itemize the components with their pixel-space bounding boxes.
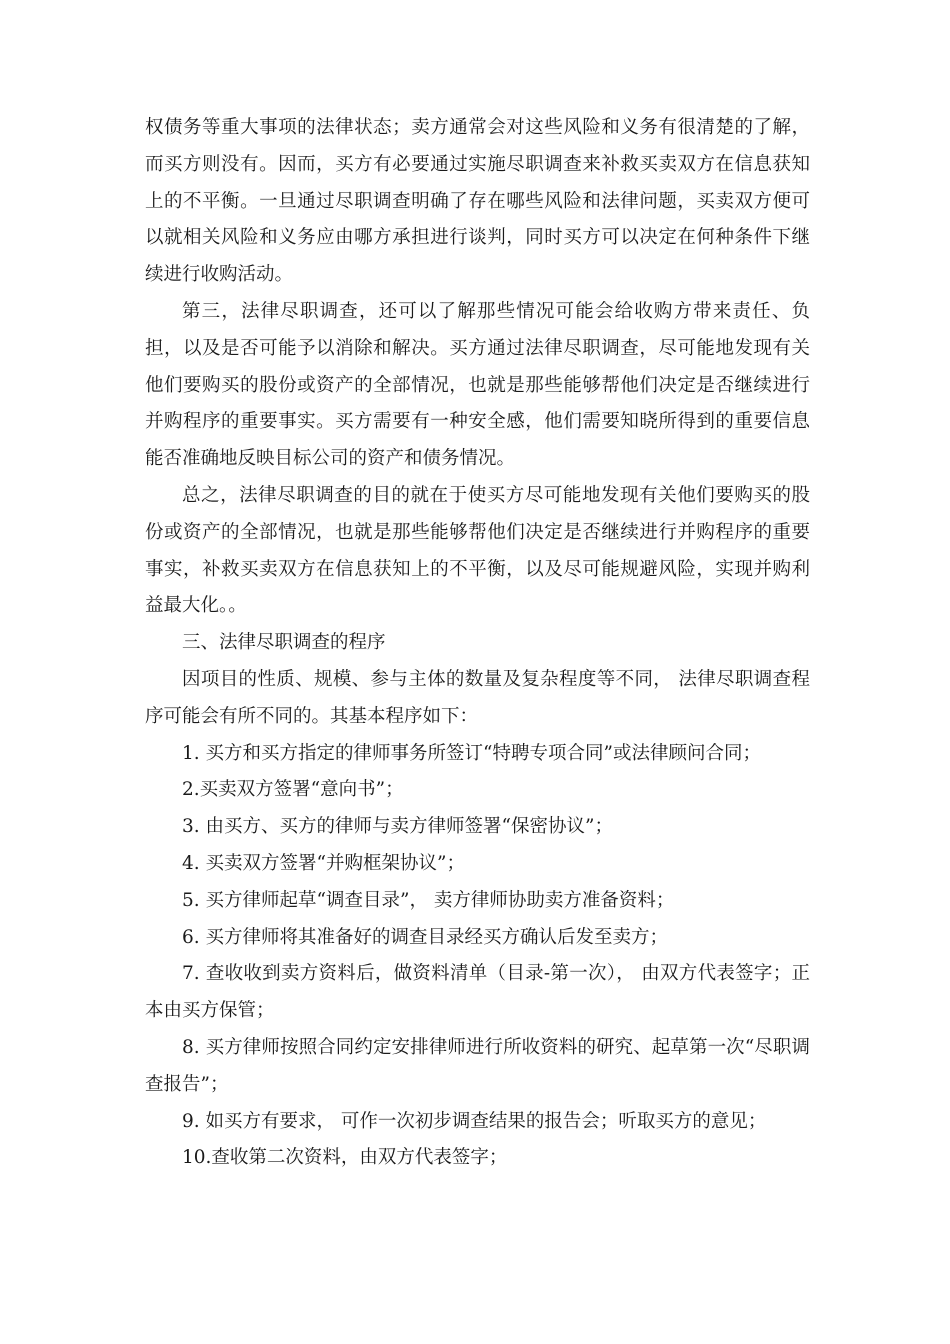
list-item-4: 4. 买卖双方签署“并购框架协议”； — [182, 852, 465, 874]
list-item-1: 1. 买方和买方指定的律师事务所签订“特聘专项合同”或法律顾问合同； — [182, 742, 761, 764]
list-item-6: 6. 买方律师将其准备好的调查目录经买方确认后发至卖方； — [182, 926, 669, 948]
list-item-9: 9. 如买方有要求， 可作一次初步调查结果的报告会；听取买方的意见； — [182, 1110, 767, 1132]
list-item-8: 8. 买方律师按照合同约定安排律师进行所收资料的研究、起草第一次“尽职调查报告”； — [145, 1036, 810, 1095]
paragraph-procedure-intro: 因项目的性质、规模、参与主体的数量及复杂程度等不同， 法律尽职调查程序可能会有所不同的。其基本程序如下： — [145, 668, 810, 727]
document-body — [145, 110, 810, 1177]
paragraph-third-point: 第三，法律尽职调查，还可以了解那些情况可能会给收购方带来责任、负担，以及是否可能予以消除和解决。买方通过法律尽职调查，尽可能地发现有关他们要购买的股份或资产的全部情况，也就是那些能够帮他们决定是否继续进行并购程序的重要事实。买方需要有一种安全感，他们需要知晓所得到的重要信息能否准确地反映目标公司的资产和债务情况。 — [145, 300, 810, 470]
list-item-2: 2.买卖双方签署“意向书”； — [182, 779, 404, 801]
section-heading: 三、法律尽职调查的程序 — [182, 632, 386, 654]
list-item-10: 10.查收第二次资料，由双方代表签字； — [182, 1147, 508, 1169]
list-item-3: 3. 由买方、买方的律师与卖方律师签署“保密协议”； — [182, 816, 613, 838]
paragraph-continuation: 权债务等重大事项的法律状态；卖方通常会对这些风险和义务有很清楚的了解，而买方则没有。因而，买方有必要通过实施尽职调查来补救买卖双方在信息获知上的不平衡。一旦通过尽职调查明确了存在哪些风险和法律问题，买卖双方便可以就相关风险和义务应由哪方承担进行谈判，同时买方可以决定在何种条件下继续进行收购活动。 — [145, 117, 810, 286]
list-item-5: 5. 买方律师起草“调查目录”， 卖方律师协助卖方准备资料； — [182, 889, 675, 911]
paragraph-summary: 总之，法律尽职调查的目的就在于使买方尽可能地发现有关他们要购买的股份或资产的全部情况，也就是那些能够帮他们决定是否继续进行并购程序的重要事实，补救买卖双方在信息获知上的不平衡，以及尽可能规避风险，实现并购利益最大化。。 — [145, 484, 810, 617]
list-item-7: 7. 查收收到卖方资料后，做资料清单（目录-第一次）， 由双方代表签字；正本由买方保管； — [145, 963, 810, 1022]
